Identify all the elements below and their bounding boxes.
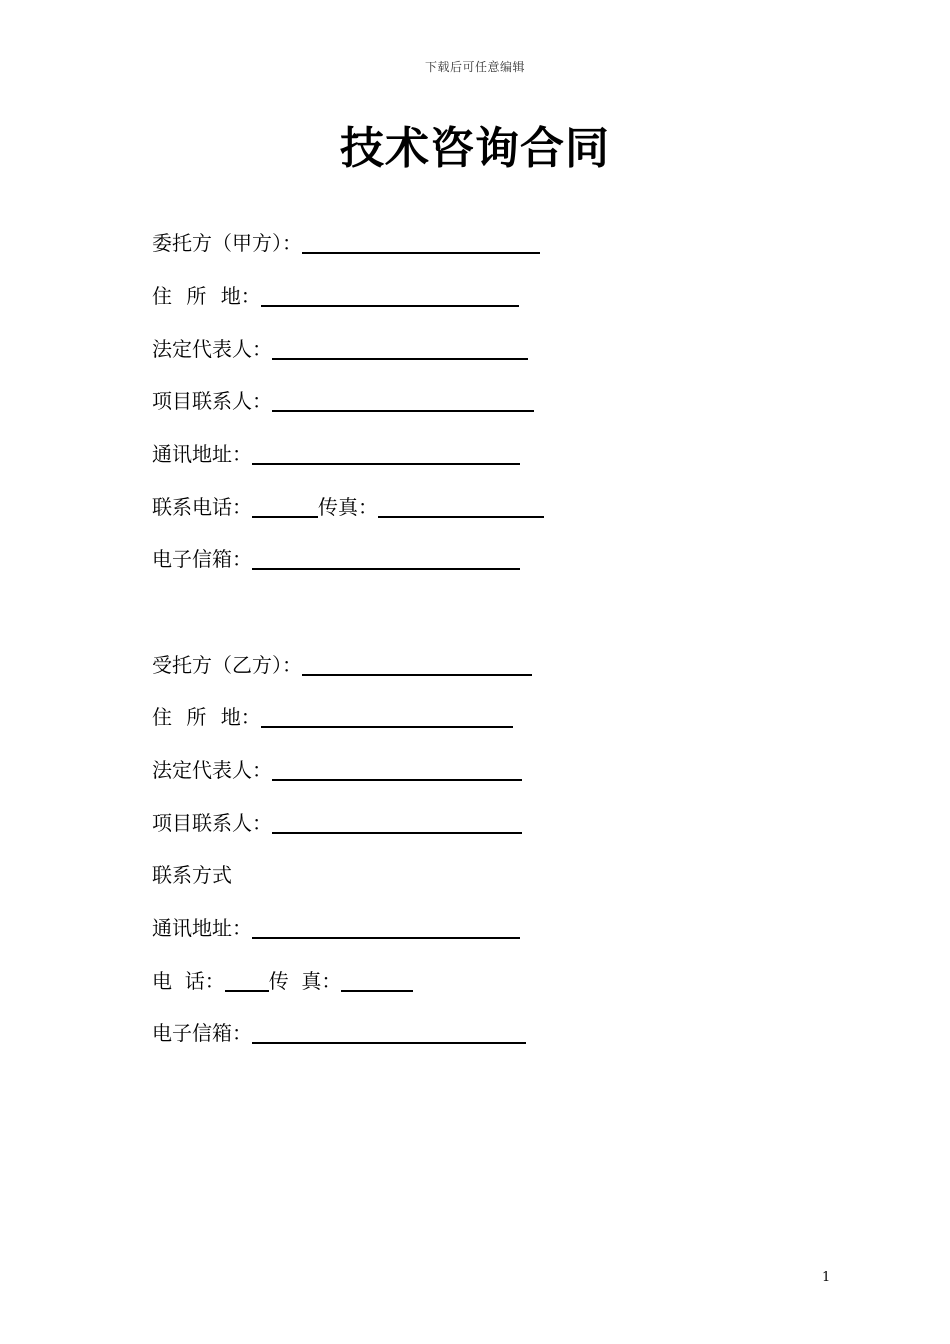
party-a-legal-rep-label: 法定代表人： [152, 337, 272, 361]
party-a-phone-blank[interactable] [252, 496, 318, 518]
party-a-fax-blank[interactable] [378, 496, 544, 518]
party-b-address-label: 住 所 地： [152, 705, 261, 729]
party-b-trustee-label: 受托方（乙方）： [152, 653, 302, 677]
party-b-contact-person-line [152, 806, 522, 836]
party-b-contact-person-label: 项目联系人： [152, 811, 272, 835]
party-a-mail-address-label: 通讯地址： [152, 442, 252, 466]
party-a-address-label: 住 所 地： [152, 284, 261, 308]
party-a-mail-address-line [152, 437, 520, 467]
party-a-fax-label: 传真： [318, 495, 378, 519]
party-a-contact-person-line [152, 384, 534, 414]
party-a-client-blank[interactable] [302, 232, 540, 254]
party-a-email-label: 电子信箱： [152, 547, 252, 571]
party-b-fax-label: 传 真： [268, 969, 342, 993]
party-b-address-line [152, 700, 513, 730]
party-a-phone-label: 联系电话： [152, 495, 252, 519]
party-b-contact-method-line [152, 858, 232, 888]
party-b-legal-rep-blank[interactable] [272, 759, 522, 781]
party-b-contact-method-label: 联系方式 [152, 863, 232, 887]
party-b-address-blank[interactable] [261, 706, 513, 728]
party-b-phone-blank[interactable] [225, 970, 269, 992]
party-a-client-label: 委托方（甲方）： [152, 231, 302, 255]
party-b-mail-address-blank[interactable] [252, 917, 520, 939]
party-b-email-label: 电子信箱： [152, 1021, 252, 1045]
party-a-mail-address-blank[interactable] [252, 443, 520, 465]
party-b-email-blank[interactable] [252, 1022, 526, 1044]
party-a-legal-rep-blank[interactable] [272, 338, 528, 360]
header-note: 下载后可任意编辑 [424, 60, 525, 74]
party-a-legal-rep-line [152, 332, 528, 362]
party-a-contact-person-blank[interactable] [272, 390, 534, 412]
party-b-legal-rep-label: 法定代表人： [152, 758, 272, 782]
party-b-phone-fax-line [152, 964, 413, 994]
party-a-address-blank[interactable] [261, 285, 519, 307]
page-number: 1 [822, 1270, 831, 1285]
party-a-client-line [152, 226, 540, 256]
party-b-trustee-line [152, 648, 532, 678]
party-b-email-line [152, 1016, 526, 1046]
party-a-address-line [152, 279, 519, 309]
party-b-contact-person-blank[interactable] [272, 812, 522, 834]
document-title: 技术咨询合同 [340, 123, 610, 174]
party-a-phone-fax-line [152, 490, 544, 520]
party-b-mail-address-line [152, 911, 520, 941]
party-b-mail-address-label: 通讯地址： [152, 916, 252, 940]
party-a-email-line [152, 542, 520, 572]
party-a-contact-person-label: 项目联系人： [152, 389, 272, 413]
party-b-legal-rep-line [152, 753, 522, 783]
party-b-phone-label: 电 话： [152, 969, 225, 993]
party-b-trustee-blank[interactable] [302, 654, 532, 676]
party-b-fax-blank[interactable] [341, 970, 413, 992]
party-a-email-blank[interactable] [252, 548, 520, 570]
